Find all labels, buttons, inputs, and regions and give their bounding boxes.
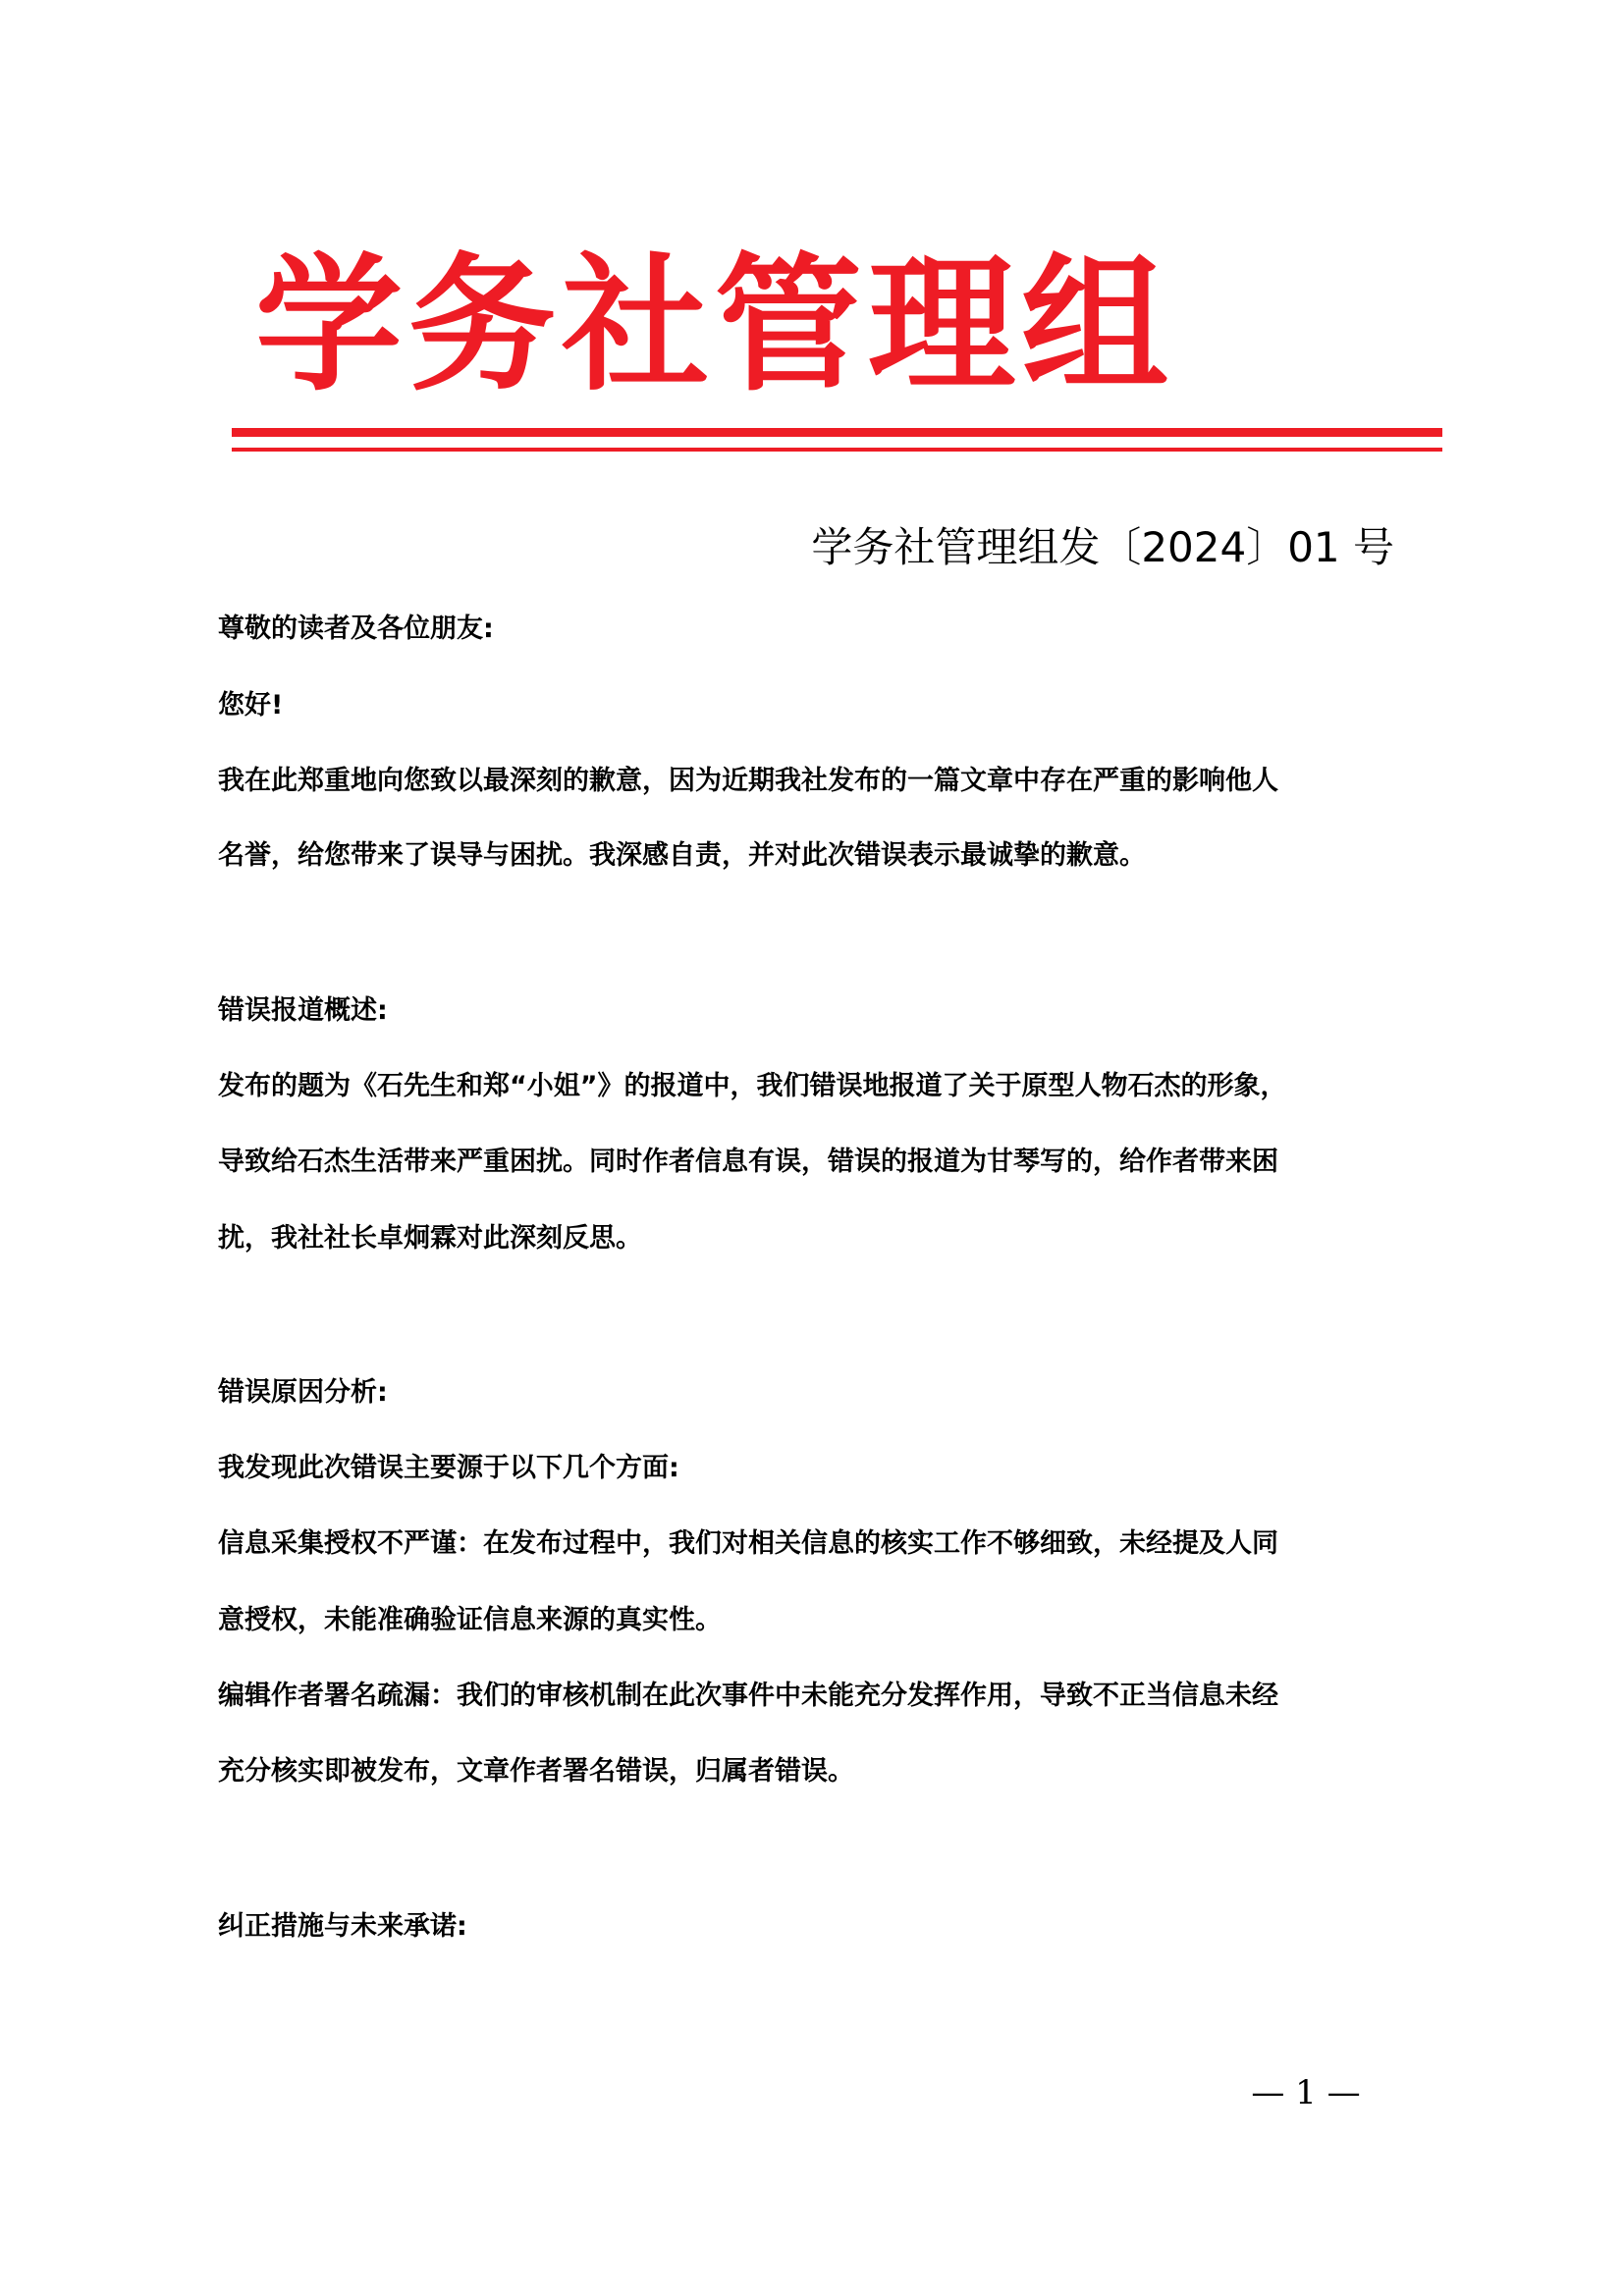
greeting: 您好! xyxy=(218,690,284,721)
cause-line-5: 充分核实即被发布，文章作者署名错误，归属者错误。 xyxy=(218,1756,854,1787)
overview-line-3: 扰，我社社长卓炯霖对此深刻反思。 xyxy=(218,1223,642,1254)
section-heading-overview: 错误报道概述: xyxy=(218,995,388,1026)
overview-line-2: 导致给石杰生活带来严重困扰。同时作者信息有误，错误的报道为甘琴写的，给作者带来困 xyxy=(218,1147,1278,1177)
cause-line-3: 意授权，未能准确验证信息来源的真实性。 xyxy=(218,1605,722,1635)
section-heading-measures: 纠正措施与未来承诺: xyxy=(218,1911,467,1942)
cause-line-1: 我发现此次错误主要源于以下几个方面: xyxy=(218,1453,679,1483)
document-number: 学务社管理组发〔2024〕01 号 xyxy=(811,523,1394,571)
intro-line-2: 名誉，给您带来了误导与困扰。我深感自责，并对此次错误表示最诚挚的歉意。 xyxy=(218,840,1146,871)
overview-line-1: 发布的题为《石先生和郑“小姐”》的报道中，我们错误地报道了关于原型人物石杰的形象， xyxy=(218,1071,1287,1101)
cause-line-4: 编辑作者署名疏漏：我们的审核机制在此次事件中未能充分发挥作用，导致不正当信息未经 xyxy=(218,1681,1278,1711)
cause-line-2: 信息采集授权不严谨：在发布过程中，我们对相关信息的核实工作不够细致，未经提及人同 xyxy=(218,1528,1278,1559)
letterhead-rule-thin xyxy=(232,448,1442,452)
letterhead-rule-thick xyxy=(232,428,1442,437)
page-number: — 1 — xyxy=(1251,2073,1361,2112)
section-heading-cause: 错误原因分析: xyxy=(218,1377,388,1408)
salutation: 尊敬的读者及各位朋友: xyxy=(218,614,494,644)
letterhead-title: 学务社管理组 xyxy=(255,240,1175,411)
intro-line-1: 我在此郑重地向您致以最深刻的歉意，因为近期我社发布的一篇文章中存在严重的影响他人 xyxy=(218,766,1278,796)
